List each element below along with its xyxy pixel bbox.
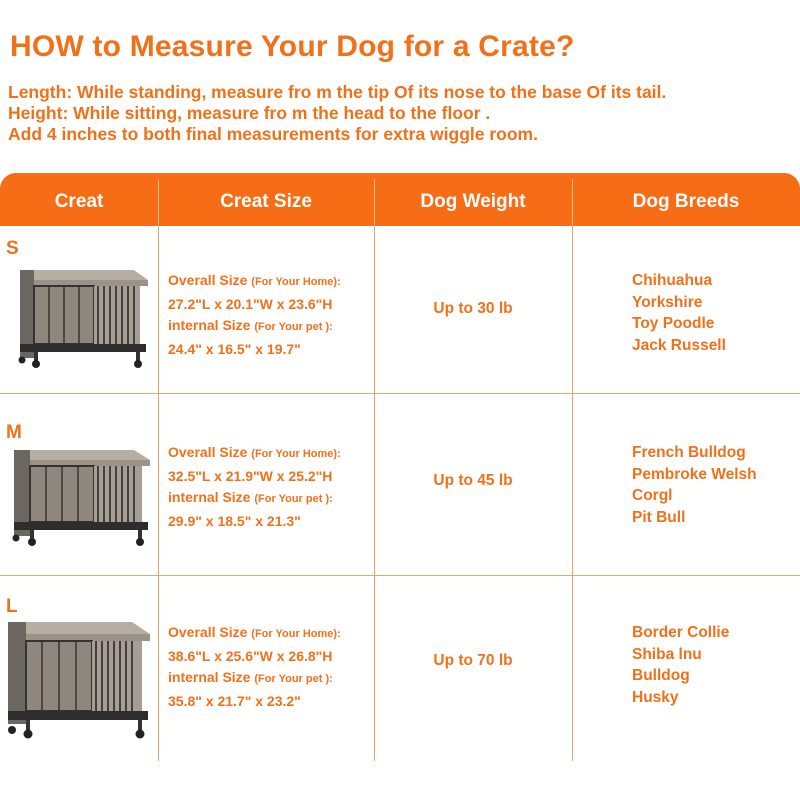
- header-divider: [374, 179, 375, 226]
- overall-size-note: (For Your Home):: [251, 628, 341, 640]
- header-creat: Creat: [54, 191, 104, 212]
- breed-item: Border Collie: [632, 624, 730, 641]
- crate-size-table: [0, 173, 800, 761]
- internal-size-label: internal Size: [168, 669, 251, 685]
- size-label: M: [6, 422, 22, 443]
- instruction-length: Length: While standing, measure fro m the tip Of its nose to the base Of its tail.: [8, 82, 667, 102]
- internal-size-dims: 24.4" x 16.5" x 19.7": [168, 340, 301, 357]
- dog-crate-image: [10, 444, 156, 554]
- overall-size-dims: 27.2"L x 20.1"W x 23.6"H: [168, 295, 333, 312]
- size-details: [168, 622, 341, 712]
- overall-size-label: Overall Size: [168, 624, 248, 640]
- breed-item: Jack Russell: [632, 336, 726, 354]
- dog-crate-image: [14, 264, 154, 374]
- breed-item: Corgl: [632, 487, 673, 504]
- dog-crate-icon: [13, 450, 151, 546]
- dog-crate-icon: [8, 622, 150, 739]
- table-header: [0, 173, 800, 226]
- internal-size-dims: 29.9" x 18.5" x 21.3": [168, 512, 301, 529]
- dog-crate-icon: [19, 270, 149, 368]
- overall-size-dims: 32.5"L x 21.9"W x 25.2"H: [168, 467, 333, 484]
- page-title: HOW to Measure Your Dog for a Crate?: [10, 30, 575, 63]
- instruction-height: Height: While sitting, measure fro m the head to the floor .: [8, 103, 491, 123]
- breed-item: Chihuahua: [632, 272, 713, 289]
- internal-size-label: internal Size: [168, 317, 251, 333]
- internal-size-note: (For Your pet ):: [254, 493, 333, 505]
- internal-size-dims: 35.8" x 21.7" x 23.2": [168, 692, 301, 709]
- breed-item: Pembroke Welsh: [632, 465, 757, 483]
- dog-weight: Up to 45 lb: [433, 472, 513, 489]
- dog-breeds: [632, 442, 757, 528]
- size-details: [168, 442, 341, 532]
- overall-size-label: Overall Size: [168, 272, 248, 288]
- dog-weight: Up to 30 lb: [433, 300, 513, 317]
- overall-size-note: (For Your Home):: [251, 276, 341, 288]
- dog-crate-image: [4, 618, 156, 748]
- header-divider: [572, 179, 573, 226]
- dog-breeds: [632, 622, 729, 708]
- breed-item: Bulldog: [632, 667, 690, 684]
- internal-size-label: internal Size: [168, 489, 251, 505]
- overall-size-dims: 38.6"L x 25.6"W x 26.8"H: [168, 647, 333, 664]
- internal-size-note: (For Your pet ):: [254, 321, 333, 333]
- overall-size-label: Overall Size: [168, 444, 248, 460]
- table-row-m: [0, 394, 800, 575]
- breed-item: Toy Poodle: [632, 315, 715, 332]
- header-creat-size: Creat Size: [220, 191, 312, 212]
- table-row-l: [0, 576, 800, 761]
- size-details: [168, 270, 341, 360]
- breed-item: Shiba lnu: [632, 645, 702, 663]
- breed-item: Pit Bull: [632, 508, 686, 526]
- header-dog-weight: Dog Weight: [420, 191, 526, 212]
- dog-breeds: [632, 270, 726, 356]
- internal-size-note: (For Your pet ):: [254, 673, 333, 685]
- overall-size-note: (For Your Home):: [251, 448, 341, 460]
- size-label: L: [6, 596, 18, 617]
- size-label: S: [6, 238, 19, 259]
- header-divider: [158, 179, 159, 226]
- header-dog-breeds: Dog Breeds: [632, 191, 740, 212]
- breed-item: French Bulldog: [632, 444, 746, 461]
- dog-weight: Up to 70 lb: [433, 652, 513, 669]
- table-row-s: [0, 226, 800, 393]
- instruction-extra: Add 4 inches to both final measurements for extra wiggle room.: [8, 124, 538, 144]
- measurement-instructions: [8, 82, 666, 145]
- breed-item: Yorkshire: [632, 293, 703, 311]
- breed-item: Husky: [632, 688, 679, 706]
